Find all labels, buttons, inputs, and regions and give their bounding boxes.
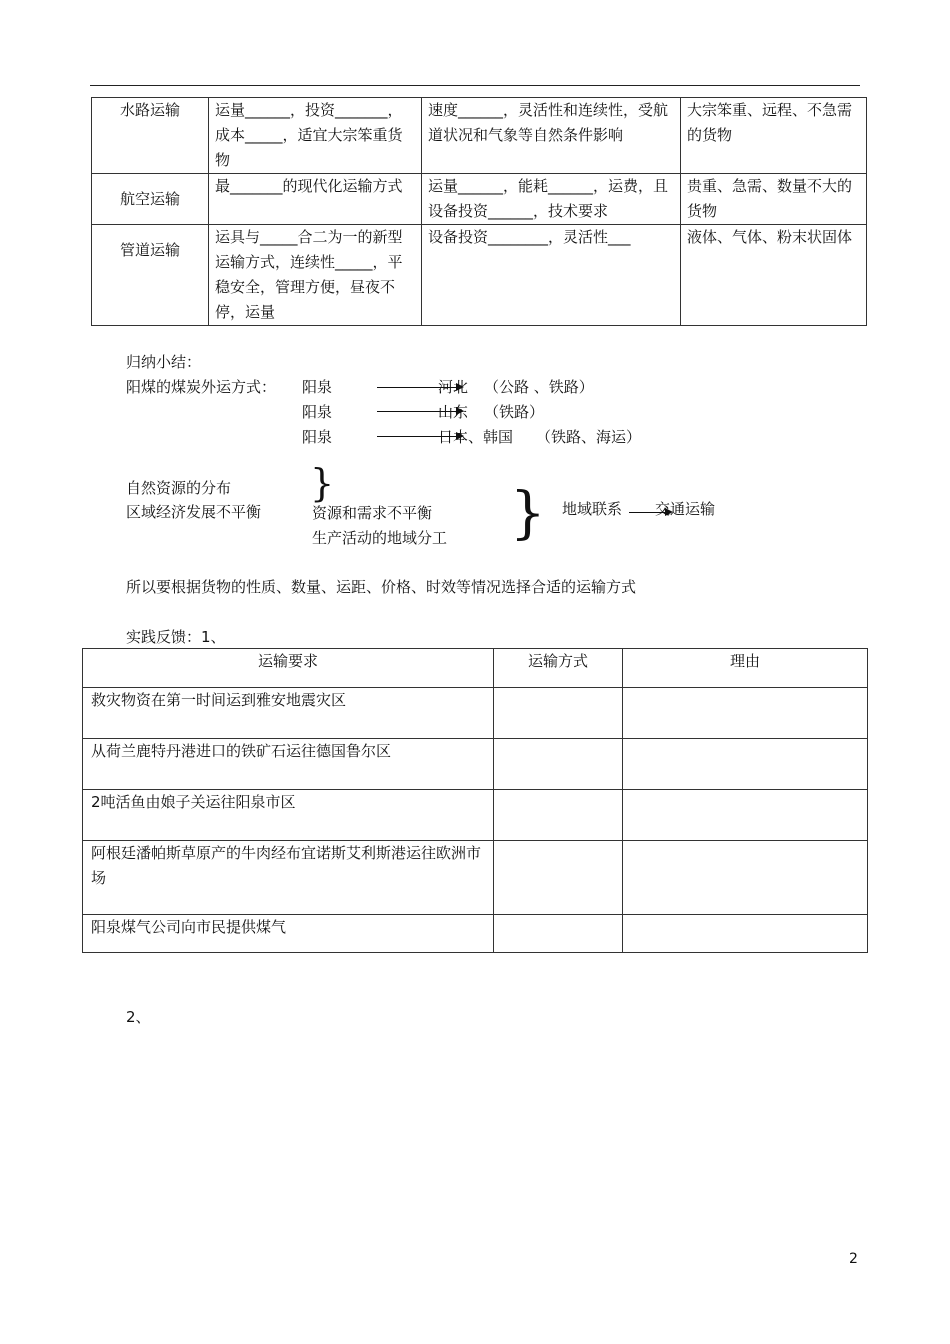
summary-heading: 归纳小结： — [126, 353, 202, 371]
reason-cell[interactable] — [623, 790, 868, 841]
table-row — [92, 98, 867, 174]
route-origin: 阳泉 — [302, 428, 333, 446]
brace-icon: } — [510, 481, 546, 546]
transport-name: 航空运输 — [92, 174, 209, 225]
characteristics-cell: 最_______的现代化运输方式 — [209, 174, 422, 225]
cause-item: 生产活动的地域分工 — [312, 529, 448, 547]
result-to: 交通运输 — [655, 500, 716, 518]
goods-cell: 贵重、急需、数量不大的货物 — [681, 174, 867, 225]
table-row — [92, 174, 867, 225]
route-origin: 阳泉 — [302, 378, 333, 396]
route-destination: 山东 — [438, 403, 469, 421]
characteristics-cell: 运量______，投资_______，成本_____，适宜大宗笨重货物 — [209, 98, 422, 174]
header-rule — [90, 85, 860, 86]
next-question-number: 2、 — [126, 1008, 151, 1026]
table-row — [83, 915, 868, 953]
conclusion-text: 所以要根据货物的性质、数量、运距、价格、时效等情况选择合适的运输方式 — [126, 578, 637, 596]
table-row — [83, 790, 868, 841]
reason-cell[interactable] — [623, 688, 868, 739]
practice-table — [82, 648, 868, 953]
shortcomings-cell: 设备投资________，灵活性___ — [422, 225, 681, 326]
answer-cell[interactable] — [494, 841, 623, 915]
goods-cell: 液体、气体、粉末状固体 — [681, 225, 867, 326]
page-number: 2 — [849, 1251, 858, 1267]
reason-cell[interactable] — [623, 841, 868, 915]
requirement-cell: 从荷兰鹿特丹港进口的铁矿石运往德国鲁尔区 — [83, 739, 494, 790]
answer-cell[interactable] — [494, 739, 623, 790]
characteristics-cell: 运具与_____合二为一的新型运输方式，连续性_____，平稳安全，管理方便，昼夜不停，运量 — [209, 225, 422, 326]
route-destination: 河北 — [438, 378, 469, 396]
coal-transport-label: 阳煤的煤炭外运方式： — [126, 378, 277, 396]
transport-name: 管道运输 — [92, 225, 209, 326]
answer-cell[interactable] — [494, 790, 623, 841]
brace-icon: } — [310, 461, 335, 505]
requirement-cell: 阿根廷潘帕斯草原产的牛肉经布宜诺斯艾利斯港运往欧洲市场 — [83, 841, 494, 915]
column-header: 运输要求 — [83, 649, 494, 688]
requirement-cell: 2吨活鱼由娘子关运往阳泉市区 — [83, 790, 494, 841]
answer-cell[interactable] — [494, 688, 623, 739]
result-from: 地域联系 — [562, 500, 623, 518]
table-row — [83, 841, 868, 915]
reason-cell[interactable] — [623, 739, 868, 790]
shortcomings-cell: 速度______，灵活性和连续性，受航道状况和气象等自然条件影响 — [422, 98, 681, 174]
route-mode: （铁路、海运） — [536, 428, 642, 446]
cause-item: 区域经济发展不平衡 — [126, 503, 262, 521]
route-destination: 日本、韩国 — [438, 428, 514, 446]
goods-cell: 大宗笨重、远程、不急需的货物 — [681, 98, 867, 174]
transport-comparison-table — [91, 97, 867, 326]
column-header: 理由 — [623, 649, 868, 688]
table-row — [83, 739, 868, 790]
route-mode: （铁路） — [484, 403, 545, 421]
answer-cell[interactable] — [494, 915, 623, 953]
route-mode: （公路 、铁路） — [484, 378, 594, 396]
transport-name: 水路运输 — [92, 98, 209, 174]
reason-cell[interactable] — [623, 915, 868, 953]
cause-item: 资源和需求不平衡 — [312, 504, 433, 522]
cause-item: 自然资源的分布 — [126, 479, 232, 497]
requirement-cell: 阳泉煤气公司向市民提供煤气 — [83, 915, 494, 953]
table-header-row — [83, 649, 868, 688]
table-row — [83, 688, 868, 739]
requirement-cell: 救灾物资在第一时间运到雅安地震灾区 — [83, 688, 494, 739]
shortcomings-cell: 运量______，能耗______，运费，且设备投资______，技术要求 — [422, 174, 681, 225]
column-header: 运输方式 — [494, 649, 623, 688]
table-row — [92, 225, 867, 326]
practice-heading: 实践反馈：1、 — [126, 628, 226, 646]
route-origin: 阳泉 — [302, 403, 333, 421]
